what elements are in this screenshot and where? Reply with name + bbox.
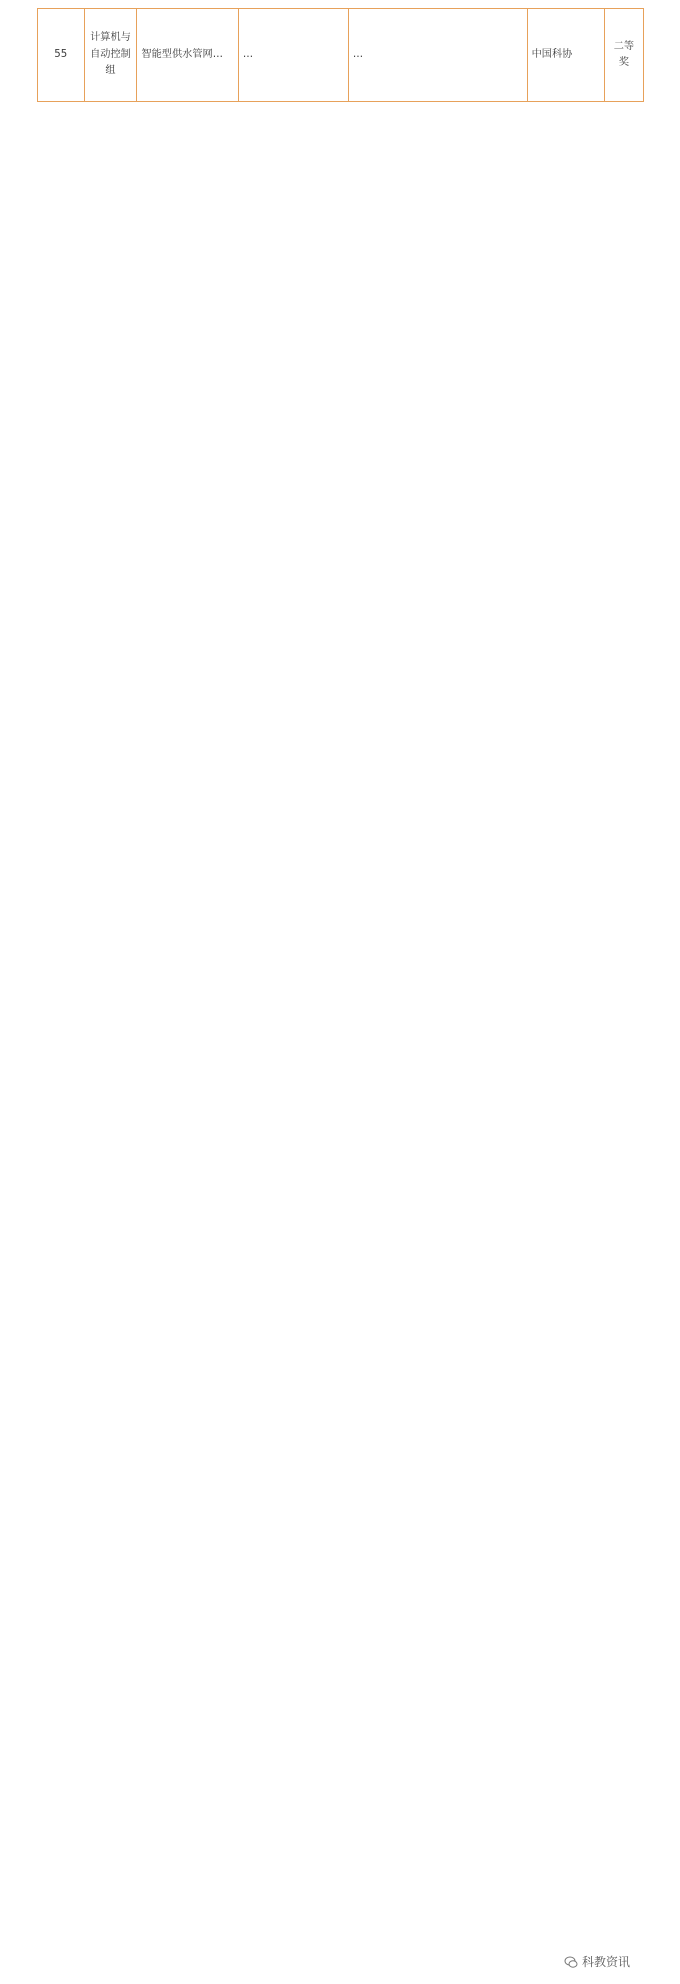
watermark — [564, 1953, 630, 1970]
table-row — [38, 9, 644, 102]
project-name: 智能型供水管网… — [137, 9, 239, 102]
awards-table — [37, 8, 644, 102]
wechat-icon — [564, 1955, 578, 1969]
award-level: 二等奖 — [604, 9, 643, 102]
award-group: 计算机与自动控制组 — [84, 9, 137, 102]
watermark-text: 科教资讯 — [582, 1955, 631, 1969]
completers: … — [238, 9, 348, 102]
completing-units: … — [348, 9, 527, 102]
recommender: 中国科协 — [527, 9, 604, 102]
award-number: 55 — [38, 9, 85, 102]
